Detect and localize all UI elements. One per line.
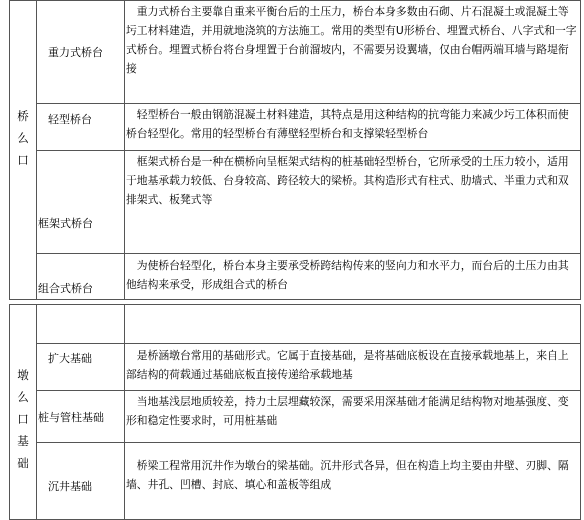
foundation-type-caisson: 沉井基础 bbox=[48, 480, 92, 493]
abutment-type-light: 轻型桥台 bbox=[48, 113, 92, 126]
column-divider bbox=[36, 304, 37, 520]
row-divider bbox=[36, 150, 580, 151]
row-divider bbox=[36, 103, 580, 104]
row-divider bbox=[9, 299, 580, 300]
row-divider bbox=[36, 390, 580, 391]
abutment-type-gravity: 重力式桥台 bbox=[48, 46, 103, 59]
abutment-type-composite: 组合式桥台 bbox=[38, 282, 93, 295]
foundation-desc-spread: 是桥涵墩台常用的基础形式。它属于直接基础，是将基础底板设在直接承载地基上，来自上部结构的荷载通过基础底板直接传递给承载地基 bbox=[126, 349, 569, 381]
abutment-desc-gravity: 重力式桥台主要靠自重来平衡台后的土压力，桥台本身多数由石砌、片石混凝土或混凝土等圬工材料建造，并用就地浇筑的方法施工。常用的类型有U形桥台、埋置式桥台、八字式和一字式桥台。埋置式桥台将台身埋置于台前溜坡内，不需要另设翼墙，仅由台帽两端耳墙与路堤衔接 bbox=[126, 5, 577, 75]
category-abutment: 桥 么 口 bbox=[17, 109, 29, 167]
foundation-type-spread: 扩大基础 bbox=[48, 352, 92, 365]
abutment-desc-light: 轻型桥台一般由钢筋混凝土材料建造，其特点是用这种结构的抗弯能力来减少圬工体积而使桥台轻型化。常用的轻型桥台有薄壁轻型桥台和支撑梁轻型桥台 bbox=[126, 108, 569, 140]
table-border-right bbox=[580, 0, 581, 300]
row-divider bbox=[9, 304, 580, 305]
category-pier-foundation: 墩 么 口 基 础 bbox=[17, 368, 29, 470]
row-divider bbox=[36, 343, 580, 344]
row-divider bbox=[36, 253, 580, 254]
foundation-desc-pile: 当地基浅层地质较差，持力土层埋藏较深，需要采用深基础才能满足结构物对地基强度、变形和稳定性要求时，可用桩基础 bbox=[126, 395, 569, 427]
abutment-desc-composite: 为使桥台轻型化，桥台本身主要承受桥跨结构传来的竖向力和水平力，而台后的土压力由其他结构来承受，形成组合式的桥台 bbox=[126, 259, 569, 291]
table-border-top bbox=[9, 0, 580, 1]
table-border-right bbox=[580, 304, 581, 520]
column-divider bbox=[124, 304, 125, 520]
abutment-desc-frame: 框架式桥台是一种在横桥向呈框架式结构的桩基础轻型桥台，它所承受的土压力较小，适用于地基承载力较低、台身较高、跨径较大的梁桥。其构造形式有柱式、肋墙式、半重力式和双排架式、板凳式等 bbox=[126, 155, 569, 206]
abutment-type-frame: 框架式桥台 bbox=[38, 217, 93, 230]
foundation-desc-caisson: 桥梁工程常用沉井作为墩台的梁基础。沉井形式各异，但在构造上均主要由井壁、刃脚、隔墙、井孔、凹槽、封底、填心和盖板等组成 bbox=[126, 459, 569, 491]
foundation-type-pile: 桩与管柱基础 bbox=[38, 411, 104, 424]
row-divider bbox=[36, 442, 580, 443]
